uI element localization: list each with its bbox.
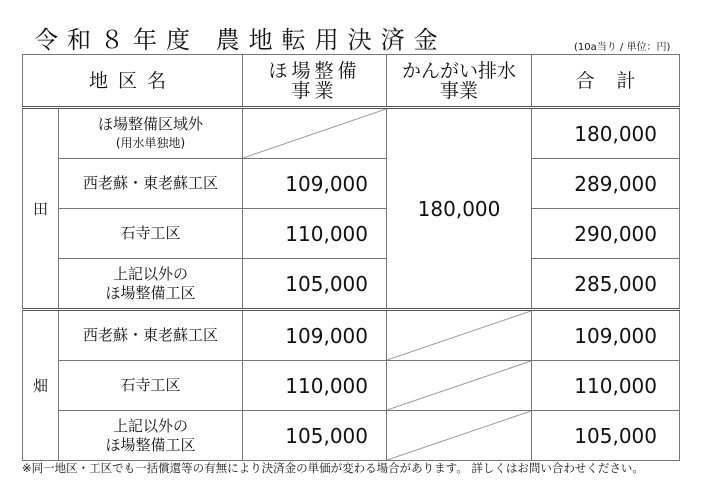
area-line1: 西老蘇・東老蘇工区 bbox=[83, 174, 219, 192]
total-cell: 290,000 bbox=[532, 209, 680, 259]
area-cell bbox=[59, 411, 243, 461]
empty-slash-cell bbox=[387, 361, 532, 411]
hojo-cell: 110,000 bbox=[243, 361, 387, 411]
header-hojo-line1: ほ場整備 bbox=[268, 59, 361, 82]
header-total: 合計 bbox=[532, 55, 680, 108]
hojo-cell: 109,000 bbox=[243, 310, 387, 361]
total-cell: 285,000 bbox=[532, 259, 680, 310]
area-line1: 上記以外の bbox=[113, 264, 189, 283]
area-line1: 石寺工区 bbox=[120, 376, 181, 394]
table-row bbox=[23, 108, 680, 159]
settlement-table bbox=[22, 54, 680, 461]
footnote: ※同一地区・工区でも一括償還等の有無により決済金の単価が変わる場合があります。 詳しくはお問い合わせください。 bbox=[22, 461, 644, 475]
area-cell bbox=[59, 108, 243, 159]
header-hojo-line2: 事業 bbox=[291, 79, 338, 102]
area-line2: (用水単独地) bbox=[115, 135, 186, 150]
header-kangai bbox=[387, 55, 532, 108]
area-cell bbox=[59, 209, 243, 259]
empty-slash-cell bbox=[387, 411, 532, 461]
hojo-cell: 109,000 bbox=[243, 159, 387, 209]
hojo-cell: 105,000 bbox=[243, 259, 387, 310]
hojo-cell: 105,000 bbox=[243, 411, 387, 461]
area-cell bbox=[59, 159, 243, 209]
table-row bbox=[23, 411, 680, 461]
header-kangai-line2: 事業 bbox=[440, 79, 479, 102]
area-line2: ほ場整備工区 bbox=[105, 283, 196, 302]
diagonal-line bbox=[387, 311, 531, 360]
diagonal-line bbox=[387, 411, 531, 460]
header-row bbox=[23, 55, 680, 108]
total-cell: 109,000 bbox=[532, 310, 680, 361]
diagonal-line bbox=[243, 109, 386, 158]
total-cell: 289,000 bbox=[532, 159, 680, 209]
area-line1: ほ場整備区域外 bbox=[98, 114, 204, 133]
header-area: 地区名 bbox=[23, 55, 243, 108]
header-hojo bbox=[243, 55, 387, 108]
area-line1: 上記以外の bbox=[113, 416, 189, 435]
area-line2: ほ場整備工区 bbox=[105, 435, 196, 454]
page-title: 令和８年度 農地転用決済金 bbox=[34, 26, 447, 54]
area-line1: 西老蘇・東老蘇工区 bbox=[83, 326, 219, 344]
category-hata: 畑 bbox=[23, 310, 59, 461]
kangai-value: 180,000 bbox=[387, 108, 532, 310]
area-cell bbox=[59, 361, 243, 411]
hojo-cell: 110,000 bbox=[243, 209, 387, 259]
total-cell: 105,000 bbox=[532, 411, 680, 461]
table-row bbox=[23, 259, 680, 310]
header-kangai-line1: かんがい排水 bbox=[402, 59, 517, 82]
category-ta: 田 bbox=[23, 108, 59, 310]
table-row bbox=[23, 361, 680, 411]
table-row bbox=[23, 159, 680, 209]
diagonal-line bbox=[387, 361, 531, 410]
unit-note: (10a当り / 単位：円) bbox=[574, 42, 671, 53]
empty-slash-cell bbox=[243, 108, 387, 159]
table-row bbox=[23, 310, 680, 361]
total-cell: 110,000 bbox=[532, 361, 680, 411]
area-line1: 石寺工区 bbox=[120, 224, 181, 242]
area-cell bbox=[59, 310, 243, 361]
table-row bbox=[23, 209, 680, 259]
area-cell bbox=[59, 259, 243, 310]
total-cell: 180,000 bbox=[532, 108, 680, 159]
empty-slash-cell bbox=[387, 310, 532, 361]
